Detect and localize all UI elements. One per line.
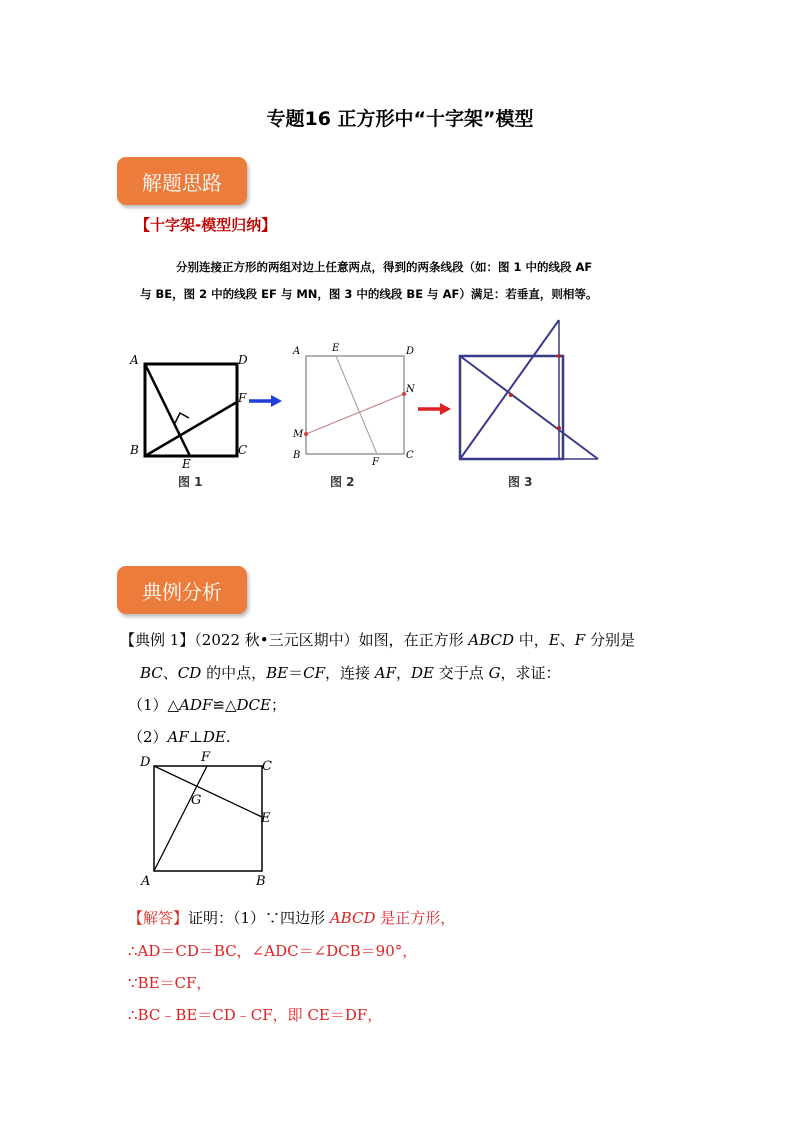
ex-connect: ，连接 [324,664,375,682]
ex-bc: BC [140,664,163,682]
fig2-label-b: B [293,450,301,461]
fig1-label-e: E [182,457,191,470]
fig2-label-c: C [406,450,414,461]
example-diagram [135,750,295,890]
answer-line-1 [128,907,455,928]
ex-g: G [488,664,501,682]
example-line-1 [120,629,635,650]
section-badge-examples: 典例分析 [117,566,247,614]
q1-adf: ADF [179,696,213,714]
ex-af: AF [374,664,397,682]
fig1-right-angle-mark [175,413,189,423]
answer-is-square: 是正方形， [375,909,456,927]
page-title: 专题16 正方形中“十字架”模型 [266,108,534,130]
example-line-af [154,766,207,871]
example-head: 【典例 1】（2022 秋•三元区期中）如图，在正方形 [120,631,469,649]
ex-mid-text: 的中点， [201,664,267,682]
ex-intersect: 交于点 [434,664,489,682]
diag-label-b: B [256,874,266,889]
fig1-label-a: A [130,353,139,367]
figure-1-caption: 图 1 [178,475,203,489]
ex-sep2: 、 [162,664,178,682]
q2-end: . [225,728,231,746]
q2-de: DE [202,728,226,746]
figure-3-caption: 图 3 [508,475,533,489]
figure-3-diagram [452,318,612,468]
fig2-square [306,356,404,454]
figure-1-diagram [120,340,260,470]
answer-label: 【解答】 [128,909,189,927]
example-f: F [574,631,586,649]
fig1-label-d: D [238,353,248,367]
diag-label-c: C [262,759,272,774]
example-tail: 分别是 [585,631,635,649]
ex-prove: ，求证： [500,664,561,682]
question-1 [128,694,286,715]
diag-label-d: D [140,755,151,770]
q1-prefix: （1）△ [128,696,180,714]
fig1-line-bf [145,402,237,456]
answer-line-2: ∴AD＝CD＝BC，∠ADC＝∠DCB＝90°， [128,942,418,960]
answer-abcd: ABCD [329,909,376,927]
diag-label-f: F [201,750,211,765]
ex-cf: CF [303,664,325,682]
blue-arrow-icon [247,394,283,408]
ex-de: DE [411,664,435,682]
section-badge-approach: 解题思路 [117,157,247,205]
fig2-label-f: F [372,457,379,468]
figure-2-diagram [288,340,418,468]
q1-congruent: ≌△ [212,696,237,714]
fig2-label-e: E [332,343,340,354]
answer-proof-intro: 证明：（1）∵四边形 [188,909,330,927]
example-line-de [154,766,262,817]
fig2-label-a: A [293,346,301,357]
ex-cd: CD [177,664,202,682]
ex-comma: ， [396,664,412,682]
figure-2-caption: 图 2 [330,475,355,489]
intro-line-1: 分别连接正方形的两组对边上任意两点，得到的两条线段（如：图 1 中的线段 AF [176,260,593,274]
fig2-label-n: N [406,384,415,395]
fig1-label-b: B [130,443,139,457]
q1-dce: DCE [236,696,271,714]
diag-label-g: G [191,793,202,808]
diag-label-e: E [261,811,271,826]
example-square [154,766,262,871]
subheading: 【十字架-模型归纳】 [135,216,277,234]
q1-end: ； [270,696,286,714]
example-sep: 、 [559,631,575,649]
fig3-line-be [460,320,559,459]
diag-label-a: A [141,874,151,889]
ex-eq: ＝ [288,664,304,682]
fig1-label-c: C [238,443,248,457]
example-abcd: ABCD [468,631,515,649]
fig2-line-ef [336,356,377,454]
example-line-2 [140,662,561,683]
fig2-label-m: M [293,429,304,440]
q2-af: AF [167,728,189,746]
q2-prefix: （2） [128,728,168,746]
fig3-square [460,356,563,459]
q2-perp: ⊥ [188,728,203,746]
ex-be: BE [266,664,289,682]
fig2-label-d: D [406,346,415,357]
intro-line-2: 与 BE，图 2 中的线段 EF 与 MN，图 3 中的线段 BE 与 AF）满足：若垂直，则相等。 [140,287,598,301]
question-2 [128,726,231,747]
fig1-label-f: F [238,391,247,405]
intro-paragraph [140,254,700,308]
answer-line-3: ∵BE＝CF， [128,974,212,992]
example-e: E [548,631,560,649]
answer-line-4: ∴BC﹣BE＝CD﹣CF，即 CE＝DF， [128,1006,383,1024]
example-mid: 中， [514,631,549,649]
red-arrow-icon [416,402,452,416]
fig3-line-af [460,356,598,459]
